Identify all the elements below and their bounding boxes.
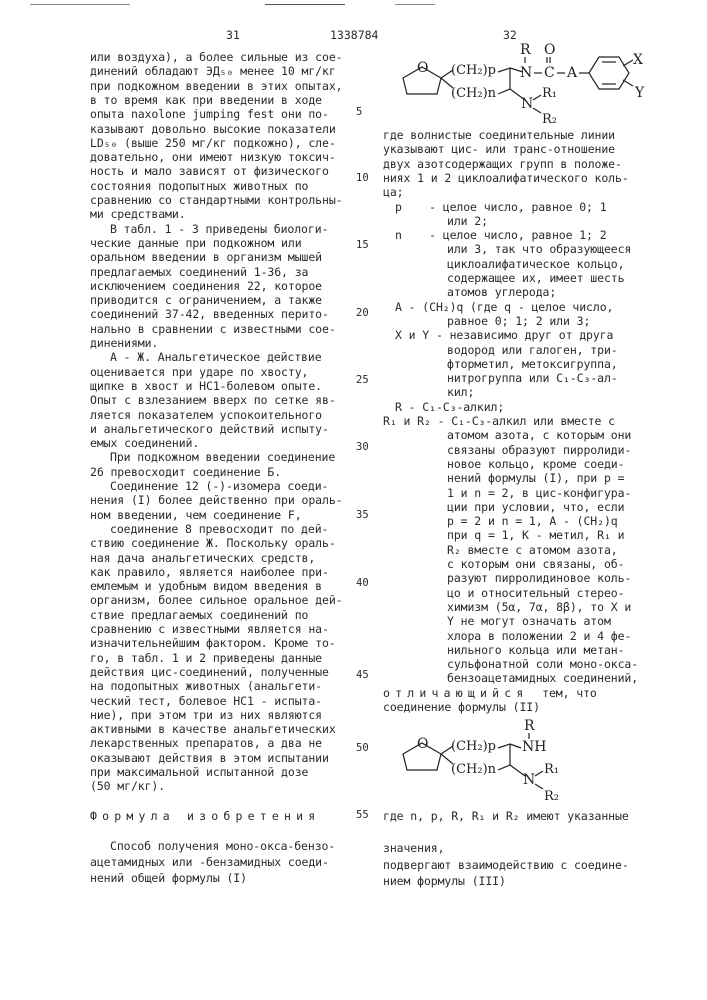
margin-line-number: 35 (356, 507, 369, 523)
text-line: ляется показателем успокоительного (90, 407, 322, 423)
text-line: или 3, так что образующееся (447, 241, 631, 257)
text-line: изначительнейшим фактором. Кроме то- (90, 635, 336, 651)
text-line: динений обладают ЭД₅₀ менее 10 мг/кг (90, 63, 336, 79)
text-line: химизм (5α, 7α, 8β), то X и (447, 599, 631, 615)
claims-text-line: ацетамидных или -бензамидных соеди- (90, 854, 329, 870)
r2-label: R₂ (544, 789, 559, 804)
scan-edge-line (30, 4, 130, 5)
text-line: динениями. (90, 335, 158, 351)
text-line: ствие предлагаемых соединений по (90, 607, 308, 623)
text-line: при подкожном введении в этих опытах, (90, 78, 342, 94)
text-line: (50 мг/кг). (90, 778, 165, 794)
text-line: исключением соединения 22, которое (90, 278, 322, 294)
ch2p-label: (CH₂)p (451, 63, 496, 78)
text-line: и анальгетического действий испыту- (90, 421, 329, 437)
text-line: ная дача анальгетических средств, (90, 550, 315, 566)
text-line: емых соединений. (90, 435, 199, 451)
oxygen-label: O (417, 736, 428, 752)
text-line: равное 0; 1; 2 или 3; (447, 313, 590, 329)
distinguishing-word: отличающийся (383, 686, 528, 700)
text-line: довательно, они имеют низкую токсич- (90, 149, 336, 165)
text-line: циклоалифатическое кольцо, (447, 256, 624, 272)
structural-formula-2 (395, 718, 615, 806)
text-line: кил; (447, 384, 474, 400)
text-line: активными в качестве анальгетических (90, 721, 336, 737)
text-line: хлора в положении 2 и 4 фе- (447, 628, 631, 644)
r1-label: R₁ (542, 86, 557, 101)
text-line: щипке в хвост и НС1-болевом опыте. (90, 378, 322, 394)
text-line: p - целое число, равное 0; 1 (395, 199, 607, 215)
text-line: нильного кольца или метан- (447, 642, 624, 658)
text-line: соединений 37-42, введенных перито- (90, 306, 329, 322)
text-line: фторметил, метоксигруппа, (447, 356, 618, 372)
text-line: как правило, является наиболее при- (90, 564, 329, 580)
margin-line-number: 10 (356, 170, 369, 186)
margin-line-number: 40 (356, 575, 369, 591)
text-line: сульфонатной соли моно-окса- (447, 656, 638, 672)
text-line: или воздуха), а более сильные из сое- (90, 49, 342, 65)
margin-line-number: 5 (356, 104, 362, 120)
text-line: бензоацетамидных соединений, (447, 670, 638, 686)
margin-line-number: 30 (356, 439, 369, 455)
text-line: ниях 1 и 2 циклоалифатического коль- (383, 170, 629, 186)
text-line: ствию соединение Ж. Поскольку ораль- (90, 535, 336, 551)
text-line: с которым они связаны, об- (447, 556, 624, 572)
nitrogen-label: N (520, 65, 532, 81)
text-line: цо и относительный стерео- (447, 585, 624, 601)
text-line: состояния подопытных животных по (90, 178, 308, 194)
text-line: Y не могут означать атом (447, 613, 611, 629)
amine-nitrogen-label: N (523, 772, 535, 788)
claims-text-line: Способ получения моно-окса-бензо- (110, 838, 335, 854)
text-line: связаны образуют пирролиди- (447, 442, 631, 458)
r2-label: R₂ (542, 112, 557, 126)
text-line: p = 2 и n = 1, A - (CH₂)q (447, 513, 618, 529)
r1-label: R₁ (544, 762, 559, 777)
page-number-left: 31 (226, 28, 240, 42)
patent-number: 1338784 (330, 28, 378, 42)
text-line: R₂ вместе с атомом азота, (447, 542, 618, 558)
text-line: содержащее их, имеет шесть (447, 270, 624, 286)
r-label: R (520, 42, 531, 58)
ch2n-label: (CH₂)n (451, 86, 497, 101)
text-line: двух азотсодержащих групп в положе- (383, 156, 622, 172)
text-line: нитрогруппа или C₁-C₃-ал- (447, 370, 618, 386)
text-line: сравнению со стандартными контрольны- (90, 192, 342, 208)
text-line: При подкожном введении соединение (110, 449, 335, 465)
a-label: A (566, 65, 578, 81)
oxygen-carbonyl-label: O (544, 42, 555, 58)
structural-formula-1 (395, 42, 695, 126)
margin-line-number: 50 (356, 740, 369, 756)
text-line: при q = 1, K - метил, R₁ и (447, 527, 624, 543)
amine-nitrogen-label: N (521, 96, 533, 112)
text-line: подвергают взаимодействию с соедине- (383, 857, 629, 873)
text-line: атомов углерода; (447, 284, 556, 300)
text-line: предлагаемых соединений 1-36, за (90, 264, 308, 280)
margin-line-number: 20 (356, 305, 369, 321)
text-line: приводится с ограничением, а также (90, 292, 322, 308)
text-line: опыта naxolone jumping fest они по- (90, 106, 329, 122)
text-line: R₁ и R₂ - C₁-C₃-алкил или вместе с (383, 413, 615, 429)
text-line: ца; (383, 184, 403, 200)
text-line: где волнистые соединительные линии (383, 127, 615, 143)
text-line: соединение 8 превосходит по дей- (110, 521, 328, 537)
claims-heading: Формула изобретения (90, 808, 320, 824)
nh-label: NH (522, 739, 546, 755)
text-line: 26 превосходит соединение Б. (90, 464, 281, 480)
text-line: лекарственных препаратов, а два не (90, 735, 322, 751)
text-line: сравнению с известными является на- (90, 621, 329, 637)
text-line: соединение формулы (II) (383, 699, 540, 715)
text-line: LD₅₀ (выше 250 мг/кг подкожно), сле- (90, 135, 336, 151)
text-line: ние), при этом три из них являются (90, 707, 322, 723)
text-line: емлемым и удобным видом введения в (90, 578, 322, 594)
text-line: указывают цис- или транс-отношение (383, 141, 615, 157)
text-line: A - (CH₂)q (где q - целое число, (395, 299, 613, 315)
text-line: оценивается при ударе по хвосту, (90, 364, 308, 380)
text-line: R - C₁-C₃-алкил; (395, 399, 504, 415)
text-line: оральном введении в организм мышей (90, 249, 322, 265)
text-line: или 2; (447, 213, 488, 229)
text-line: ность и мало зависят от физического (90, 163, 329, 179)
oxygen-label: O (417, 60, 428, 76)
text-line: организм, более сильное оральное дей- (90, 592, 342, 608)
text-line: нием формулы (III) (383, 873, 506, 889)
text-line: оказывают действия в этом испытании (90, 750, 329, 766)
text-line: при максимальной испытанной дозе (90, 764, 308, 780)
margin-line-number: 15 (356, 237, 369, 253)
text-line: А - Ж. Анальгетическое действие (110, 349, 322, 365)
margin-line-number: 45 (356, 667, 369, 683)
ch2n-label: (CH₂)n (451, 762, 497, 777)
scan-edge-line (265, 4, 345, 5)
text-line: ми средствами. (90, 206, 186, 222)
text-line: ции при условии, что, если (447, 499, 624, 515)
text-line: значения, (383, 840, 444, 856)
text-line: водород или галоген, три- (447, 342, 618, 358)
claims-text-line: нений общей формулы (I) (90, 870, 247, 886)
text-line: разуют пирролидиновое коль- (447, 570, 631, 586)
text-line: в то время как при введении в ходе (90, 92, 322, 108)
page-number-right: 32 (503, 28, 517, 42)
distinguishing-rest: тем, что (528, 686, 596, 700)
text-line: казывают довольно высокие показатели (90, 121, 336, 137)
text-line: го, в табл. 1 и 2 приведены данные (90, 650, 322, 666)
text-line: В табл. 1 - 3 приведены биологи- (110, 221, 328, 237)
text-line: нально в сравнении с известными сое- (90, 321, 336, 337)
text-line: Опыт с взлезанием вверх по сетке яв- (90, 392, 336, 408)
text-line: Соединение 12 (-)-изомера соеди- (110, 478, 328, 494)
text-line: ческий тест, болевое НС1 - испыта- (90, 693, 322, 709)
text-line: атомом азота, с которым они (447, 427, 631, 443)
text-line: новое кольцо, кроме соеди- (447, 456, 624, 472)
margin-line-number: 25 (356, 372, 369, 388)
text-line: n - целое число, равное 1; 2 (395, 227, 607, 243)
margin-line-number: 55 (356, 807, 369, 823)
carbon-label: C (544, 65, 555, 81)
text-line: где n, p, R, R₁ и R₂ имеют указанные (383, 808, 629, 824)
ch2p-label: (CH₂)p (451, 739, 496, 754)
text-line: X и Y - независимо друг от друга (395, 327, 613, 343)
text-line: ческие данные при подкожном или (90, 235, 302, 251)
text-line: на подопытных животных (анальгети- (90, 678, 322, 694)
text-line: действия цис-соединений, полученные (90, 664, 329, 680)
x-label: X (633, 52, 643, 68)
text-line: нения (I) более действенно при ораль- (90, 492, 342, 508)
scan-edge-line (395, 4, 435, 5)
y-label: Y (634, 85, 645, 101)
text-line: 1 и n = 2, в цис-конфигура- (447, 485, 631, 501)
text-line: нений формулы (I), при p = (447, 470, 624, 486)
text-line: ном введении, чем соединение F, (90, 507, 302, 523)
r-label: R (524, 718, 535, 734)
